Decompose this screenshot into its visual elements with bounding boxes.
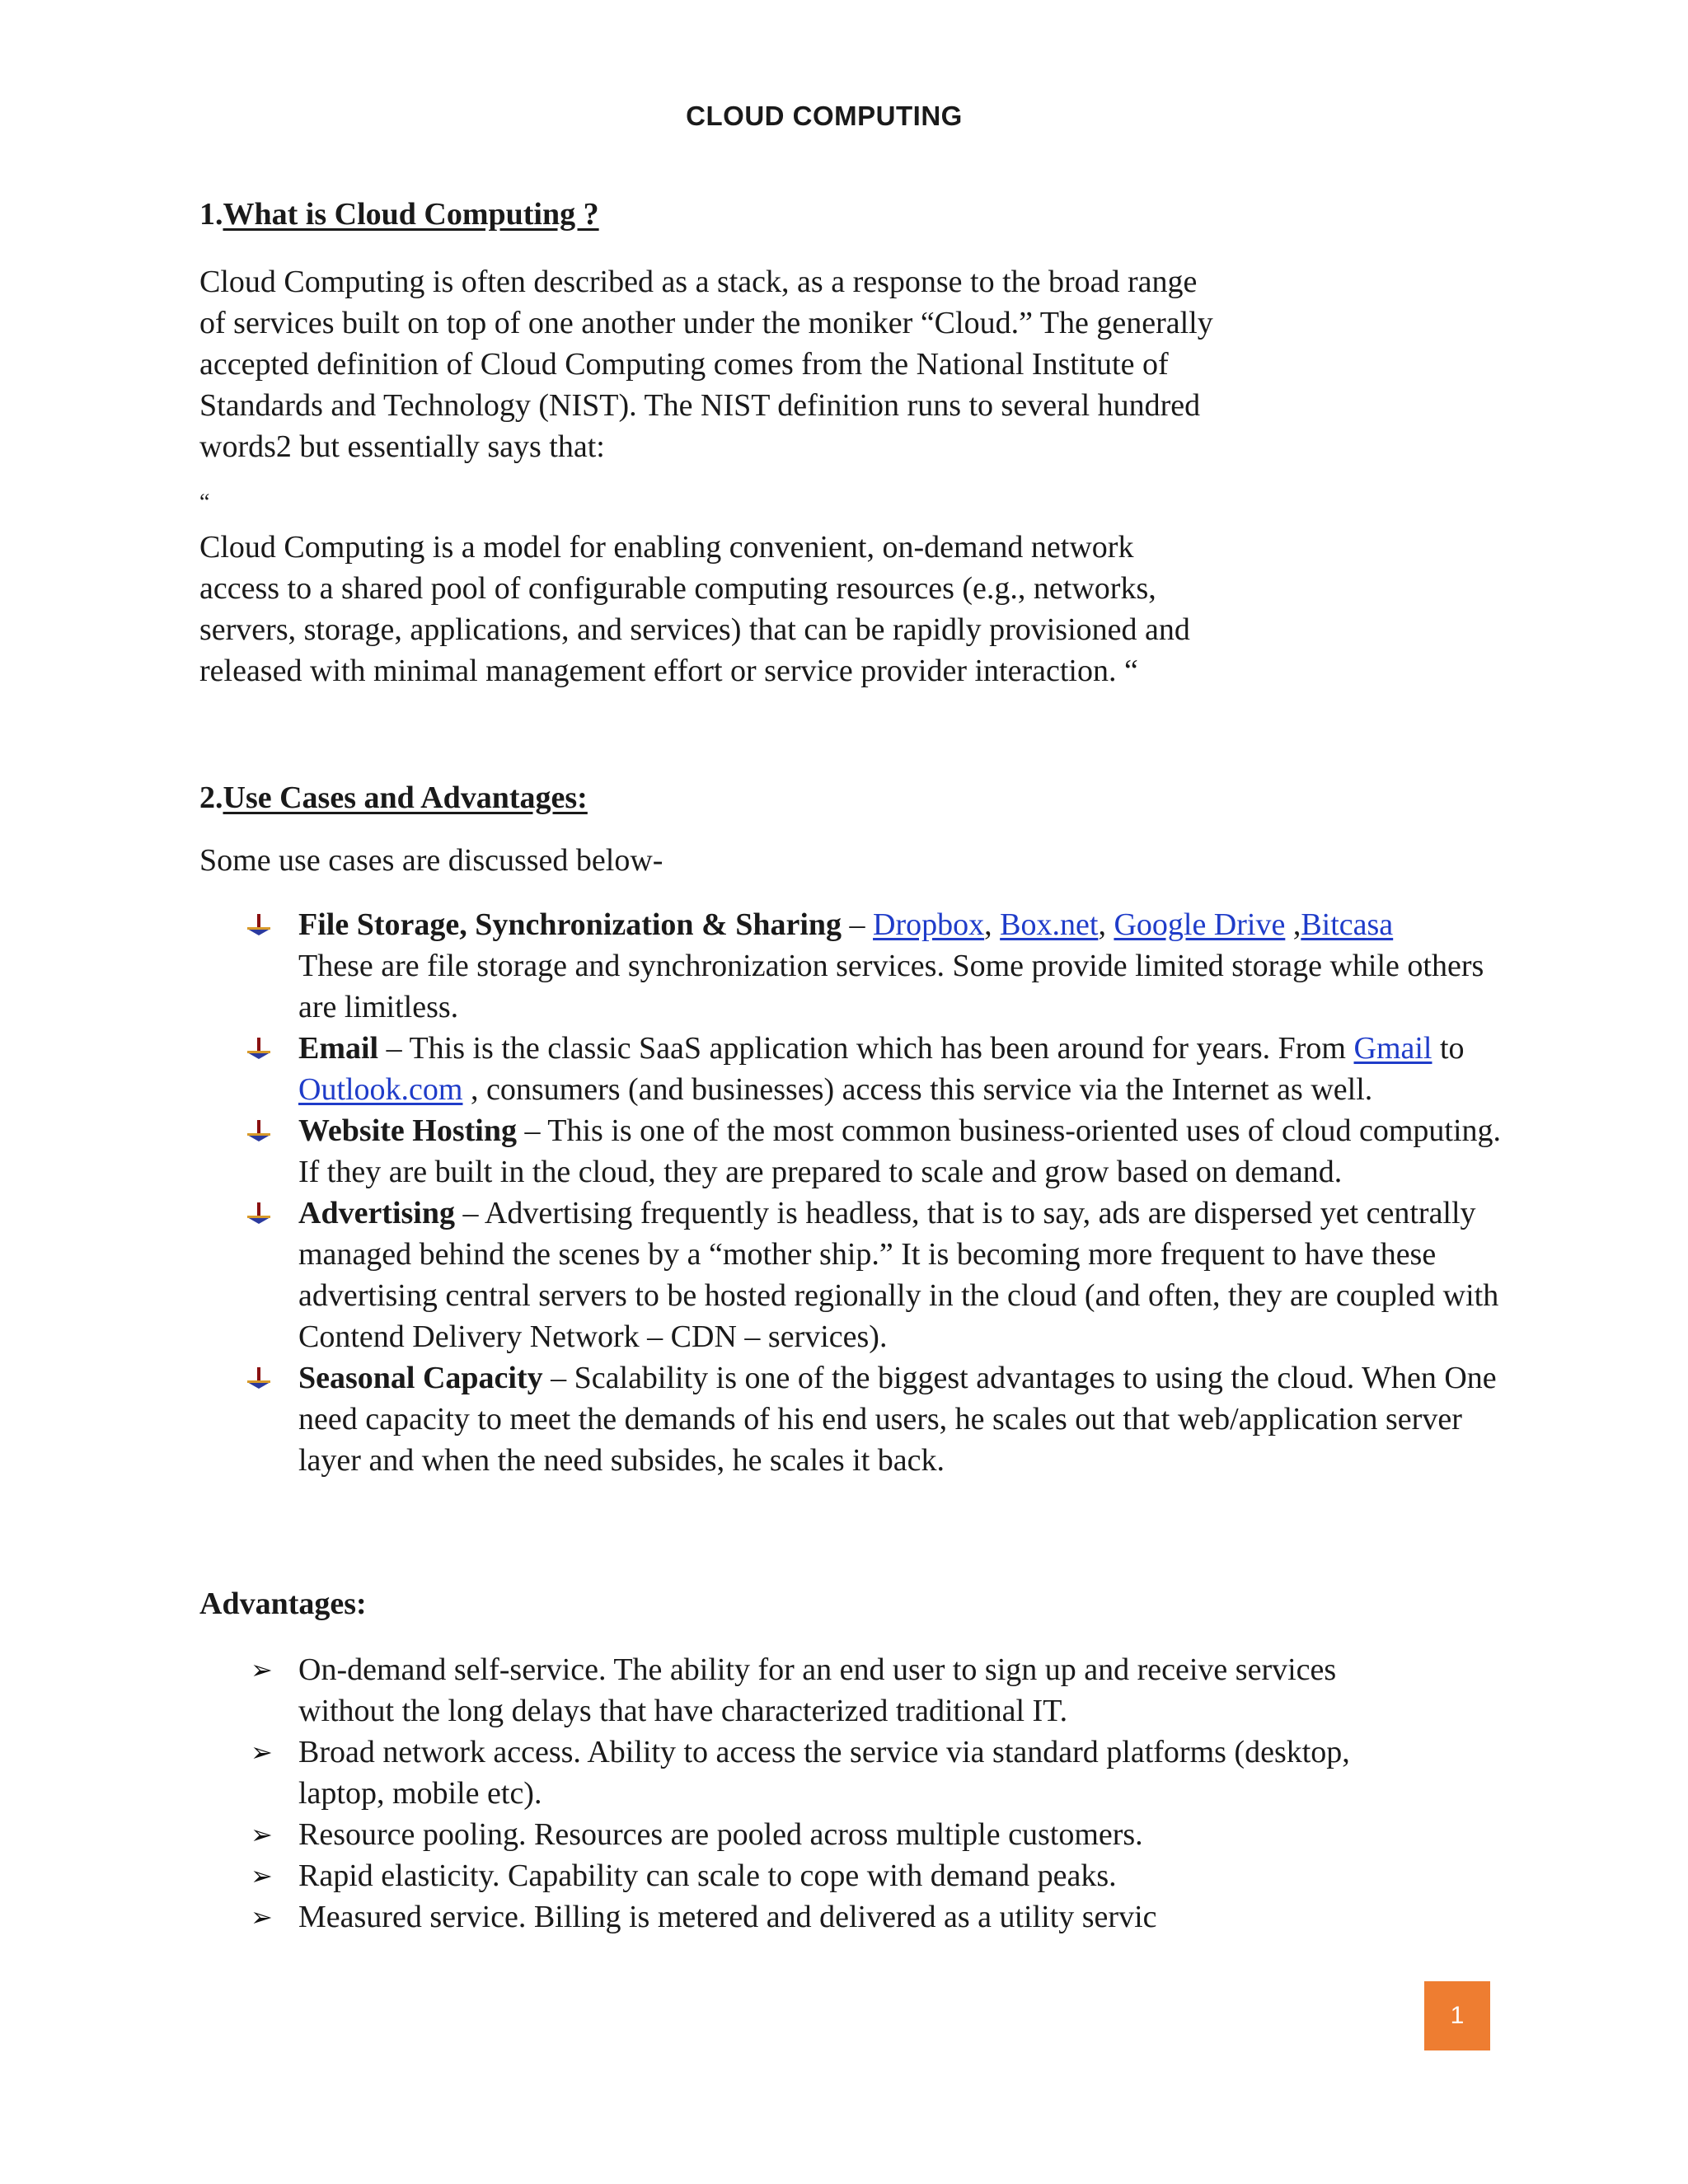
advantage-text: Rapid elasticity. Capability can scale to cope with demand peaks. <box>298 1858 1117 1893</box>
link-separator: , <box>1098 907 1114 942</box>
para-line: accepted definition of Cloud Computing comes from the National Institute of <box>199 347 1169 382</box>
advantage-text: Resource pooling. Resources are pooled across multiple customers. <box>298 1817 1143 1852</box>
list-item <box>199 1193 1502 1357</box>
advantages-list <box>199 1649 1370 1938</box>
pin-arrow-icon <box>247 1367 270 1389</box>
use-case-text: to <box>1432 1031 1465 1066</box>
section1-heading-text: What is Cloud Computing ? <box>223 197 599 232</box>
use-case-title: Advertising <box>298 1196 455 1230</box>
para-line: Standards and Technology (NIST). The NIST definition runs to several hundred <box>199 388 1201 423</box>
nist-definition-quote <box>199 527 1271 691</box>
open-quote: “ <box>199 490 210 515</box>
use-case-text: These are file storage and synchronization services. Some provide limited storage while others are limitless. <box>298 949 1484 1024</box>
use-case-text: – Scalability is one of the biggest advantages to using the cloud. When One need capacity to meet the demands of his end users, he scales out that web/application server layer and when the need subsides, he scales it back. <box>298 1361 1497 1478</box>
use-case-title: File Storage, Synchronization & Sharing <box>298 907 842 942</box>
use-case-title: Website Hosting <box>298 1113 517 1148</box>
page-number-badge: 1 <box>1424 1981 1490 2050</box>
dropbox-link[interactable]: Dropbox <box>873 907 985 942</box>
list-item <box>199 1814 1370 1855</box>
advantages-heading: Advantages: <box>199 1586 367 1621</box>
list-item <box>199 1896 1370 1938</box>
quote-line: access to a shared pool of configurable computing resources (e.g., networks, <box>199 571 1156 606</box>
use-case-title: Email <box>298 1031 379 1066</box>
list-item <box>199 1110 1502 1193</box>
use-case-text: – Advertising frequently is headless, that is to say, ads are dispersed yet centrally managed behind the scenes by a “mother ship.” It is becoming more frequent to have these advertising central servers to be hosted regionally in the cloud (and often, they are coupled with Contend Delivery Network – CDN – services). <box>298 1196 1499 1354</box>
para-line: Cloud Computing is often described as a stack, as a response to the broad range <box>199 265 1198 299</box>
section2-number: 2. <box>199 780 223 815</box>
list-item <box>199 1028 1502 1110</box>
pin-arrow-icon <box>247 1120 270 1141</box>
list-item <box>199 1855 1370 1896</box>
section1-heading <box>199 196 599 232</box>
arrowhead-bullet-icon: ➢ <box>251 1860 273 1891</box>
pin-arrow-icon <box>247 1202 270 1224</box>
section1-paragraph <box>199 261 1271 467</box>
advantage-text: Broad network access. Ability to access the service via standard platforms (desktop, laptop, mobile etc). <box>298 1735 1350 1811</box>
para-line: words2 but essentially says that: <box>199 429 605 464</box>
use-cases-intro: Some use cases are discussed below- <box>199 843 663 878</box>
use-case-text: – This is the classic SaaS application which has been around for years. From <box>378 1031 1354 1066</box>
arrowhead-bullet-icon: ➢ <box>251 1654 273 1685</box>
use-cases-list <box>199 904 1502 1481</box>
document-title: CLOUD COMPUTING <box>686 101 963 131</box>
use-case-text: – This is one of the most common business-oriented uses of cloud computing. If they are built in the cloud, they are prepared to scale and grow based on demand. <box>298 1113 1502 1189</box>
quote-line: released with minimal management effort or service provider interaction. “ <box>199 654 1138 688</box>
google-drive-link[interactable]: Google Drive <box>1114 907 1286 942</box>
arrowhead-bullet-icon: ➢ <box>251 1736 273 1768</box>
gmail-link[interactable]: Gmail <box>1353 1031 1432 1066</box>
advantage-text: On-demand self-service. The ability for an end user to sign up and receive services without the long delays that have characterized traditional IT. <box>298 1652 1337 1728</box>
section1-number: 1. <box>199 197 223 232</box>
pin-arrow-icon <box>247 1038 270 1059</box>
outlook-link[interactable]: Outlook.com <box>298 1072 463 1107</box>
list-item <box>199 1357 1502 1481</box>
section2-heading <box>199 780 588 816</box>
pin-arrow-icon <box>247 914 270 935</box>
list-item <box>199 904 1502 1028</box>
link-separator: , <box>1285 907 1301 942</box>
quote-line: servers, storage, applications, and services) that can be rapidly provisioned and <box>199 612 1190 647</box>
use-case-text: , consumers (and businesses) access this service via the Internet as well. <box>462 1072 1373 1107</box>
link-separator: , <box>984 907 1001 942</box>
advantage-text: Measured service. Billing is metered and delivered as a utility servic <box>298 1900 1157 1934</box>
section2-heading-text: Use Cases and Advantages: <box>223 780 588 815</box>
list-item <box>199 1649 1370 1732</box>
bitcasa-link[interactable]: Bitcasa <box>1301 907 1394 942</box>
para-line: of services built on top of one another under the moniker “Cloud.” The generally <box>199 306 1213 340</box>
list-item <box>199 1732 1370 1814</box>
use-case-dash: – <box>842 907 874 942</box>
arrowhead-bullet-icon: ➢ <box>251 1901 273 1933</box>
use-case-title: Seasonal Capacity <box>298 1361 543 1395</box>
arrowhead-bullet-icon: ➢ <box>251 1819 273 1850</box>
box-net-link[interactable]: Box.net <box>1000 907 1099 942</box>
quote-line: Cloud Computing is a model for enabling convenient, on-demand network <box>199 530 1134 565</box>
